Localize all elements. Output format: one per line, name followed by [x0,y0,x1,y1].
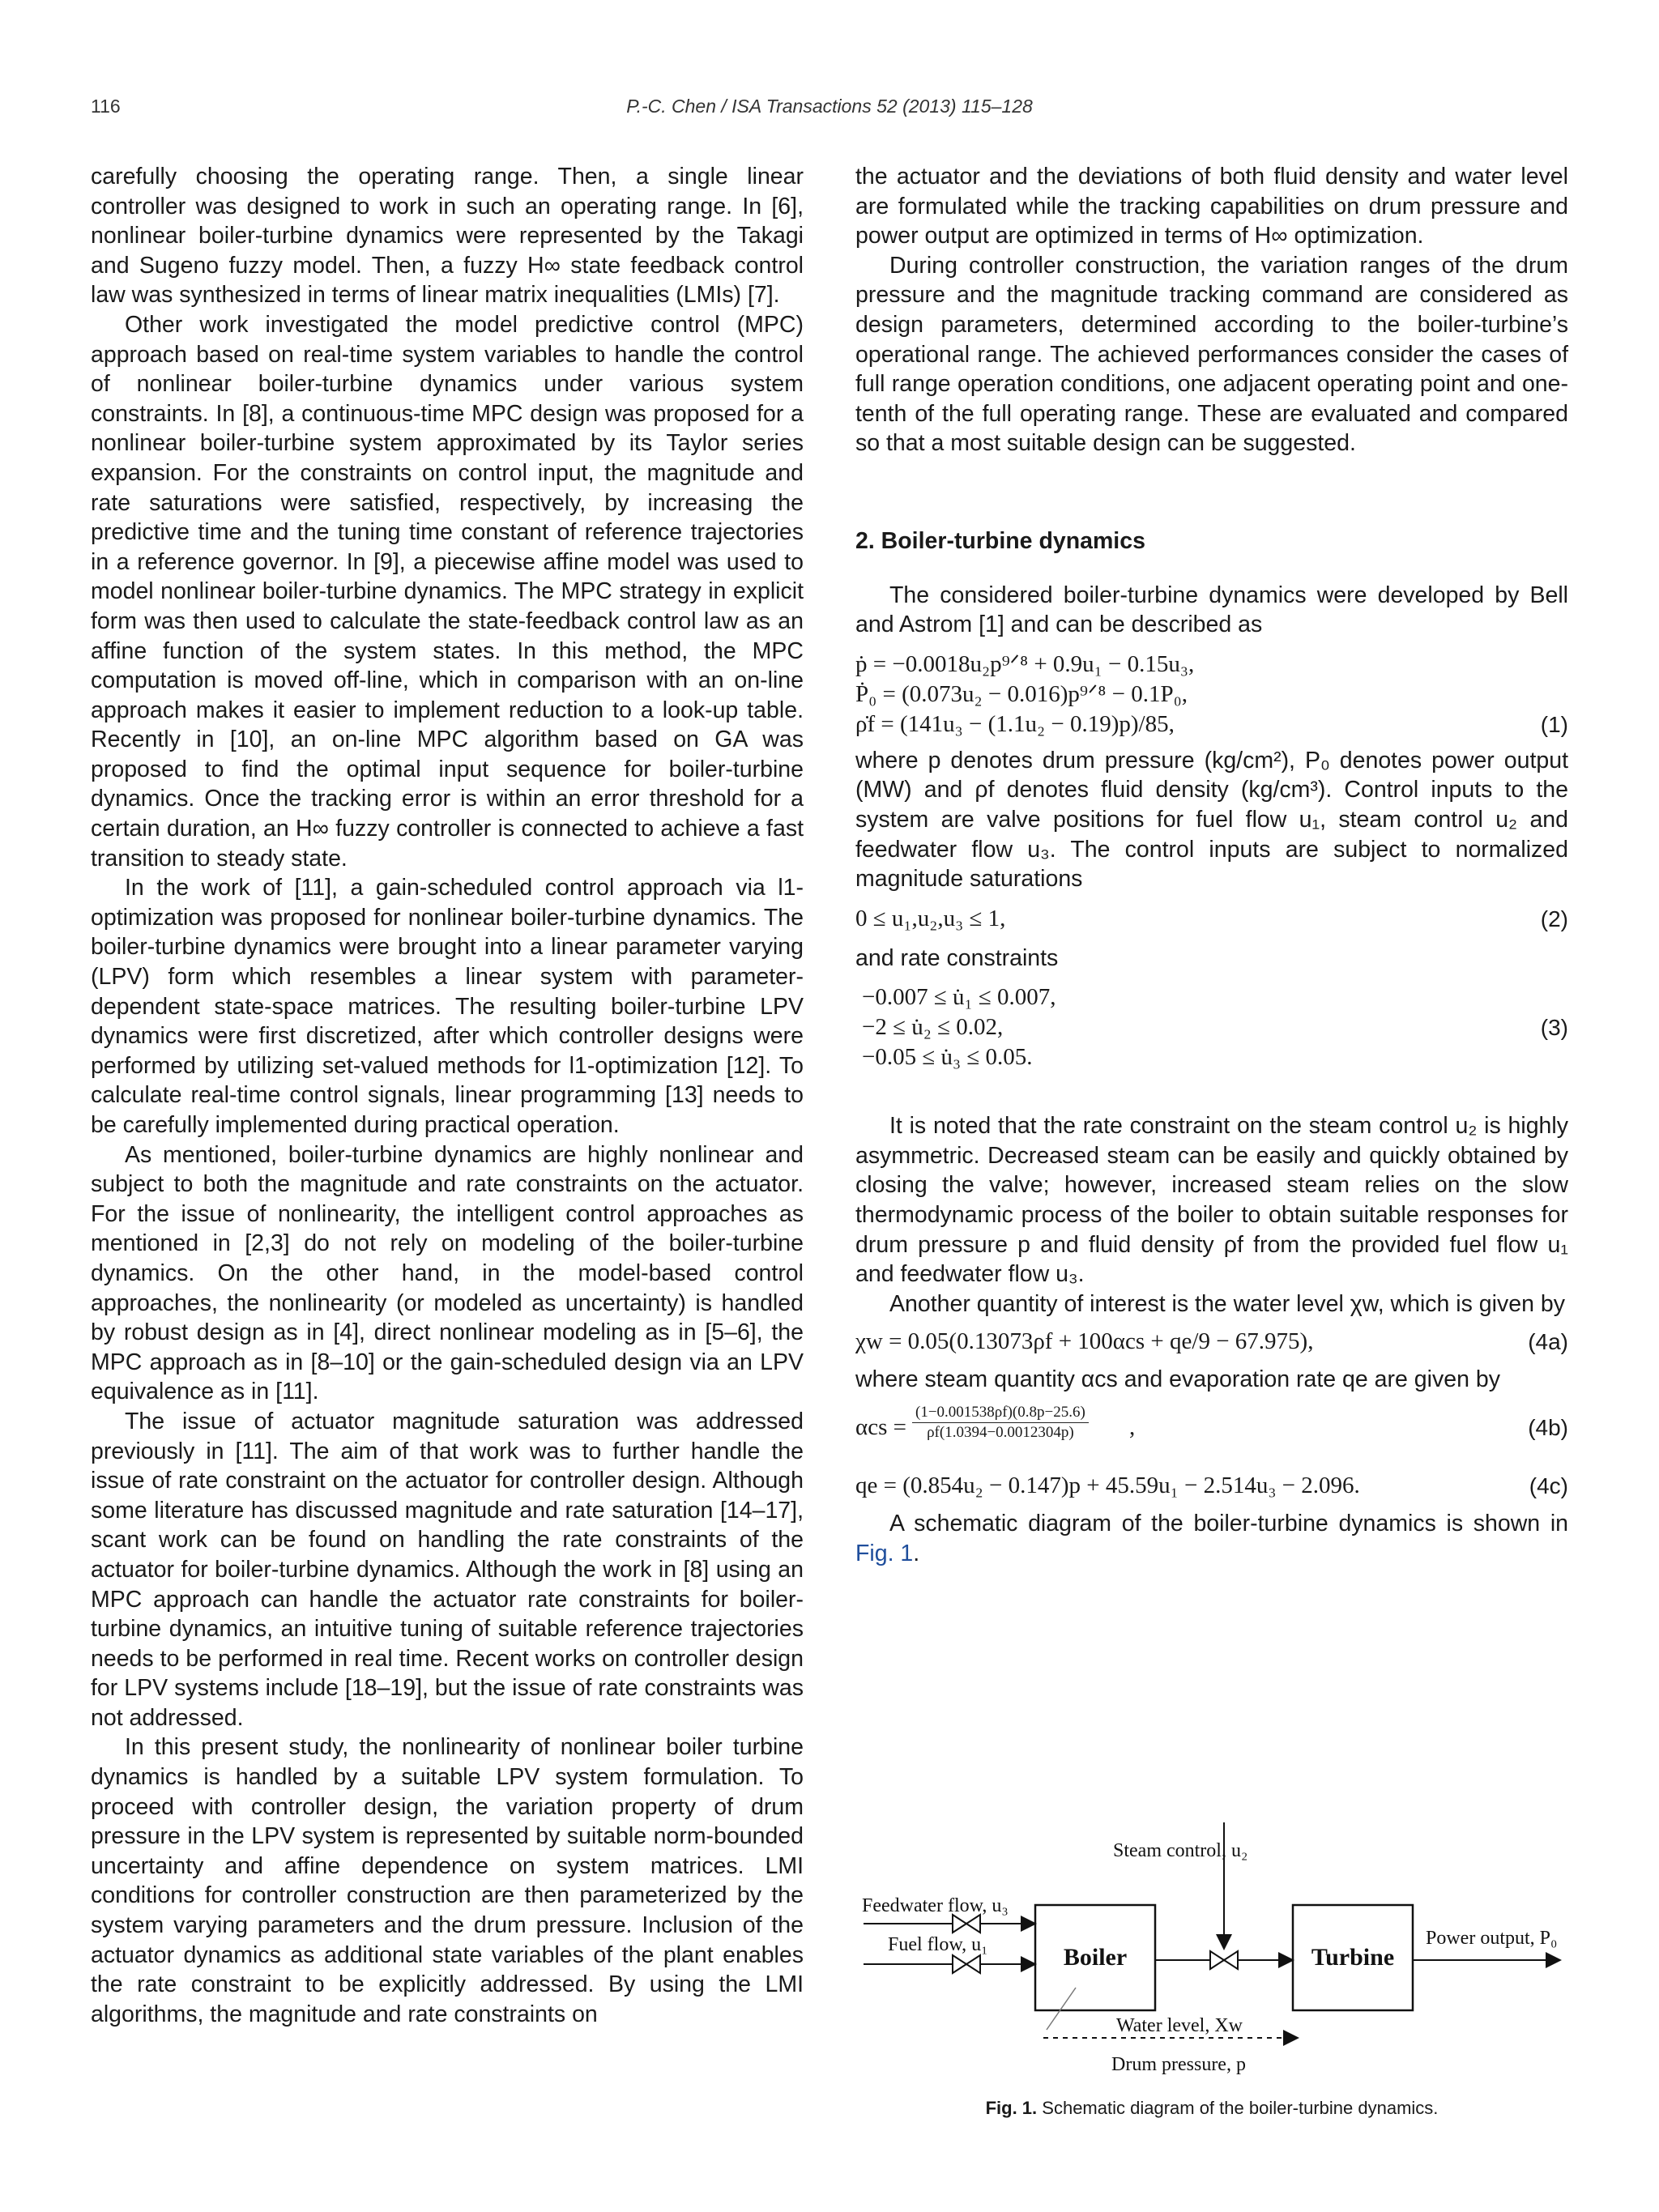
equation-4b-numerator: (1−0.001538ρf)(0.8p−25.6) [912,1403,1089,1423]
caption-text: Schematic diagram of the boiler-turbine dynamics. [1042,2098,1439,2118]
equation-4b-lhs: αcs = [855,1414,906,1441]
right-paragraph-7: Another quantity of interest is the water level χw, which is given by [889,1290,1565,1317]
turbine-label: Turbine [1311,1944,1395,1971]
equation-1 [855,650,1568,739]
section-heading: 2. Boiler-turbine dynamics [855,527,1145,554]
equation-4b [855,1403,1568,1453]
figure-caption [855,2098,1568,2119]
boiler-pointer [1047,1988,1076,2030]
right-paragraph-3: The considered boiler-turbine dynamics were developed by Bell and Astrom [1] and can be described as [855,582,1568,638]
period: . [913,1540,920,1566]
right-paragraph-2: During controller construction, the variation ranges of the drum pressure and the magnitude tracking command are considered as design parameters, determined according to the boiler-turbine’s operational range. The achieved performances consider the cases of full range operation conditions, one adjacent operating point and one-tenth of the full operating range. These are evaluated and compared so that a most suitable design can be suggested. [855,252,1568,457]
right-paragraph-1: the actuator and the deviations of both fluid density and water level are formulated while the tracking capabilities on drum pressure and power output are optimized in terms of H∞ optimization. [855,164,1568,249]
drum-pressure-label: Drum pressure, p [1111,2054,1246,2075]
equation-3 [862,982,1568,1072]
right-paragraph-6: It is noted that the rate constraint on the steam control u₂ is highly asymmetric. Decreased steam can be easily and quickly obtained by closing the valve; however, increased steam relies on the slow thermodynamic process of the boiler to obtain suitable responses for drum pressure p and fluid density ρf from the provided fuel flow u₁ and feedwater flow u₃. [855,1113,1568,1288]
equation-4c-number: (4c) [1529,1473,1568,1499]
equation-4b-fraction [912,1403,1089,1443]
equation-2-number: (2) [1540,906,1568,931]
steam-valve-icon [1210,1951,1238,1969]
journal-citation: P.-C. Chen / ISA Transactions 52 (2013) 115–128 [626,96,1033,117]
water-level-label: Water level, Xw [1116,2015,1243,2036]
equation-4a-body: χw = 0.05(0.13073ρf + 100αcs + qe/9 − 67.975), [855,1328,1314,1355]
equation-2 [855,904,1568,934]
left-paragraph-4: As mentioned, boiler-turbine dynamics are highly nonlinear and subject to both the magnitude and rate constraints on the actuator. For the issue of nonlinearity, the intelligent control approaches as mentioned in [2,3] do not rely on modeling of the boiler-turbine dynamics. On the other hand, in the model-based control approaches, the nonlinearity (or modeled as uncertainty) is handled by robust design as in [4], direct nonlinear modeling as in [5–6], the MPC approach as in [8–10] or the gain-scheduled design via an LPV equivalence as in [11]. [91,1141,804,1405]
equation-3-line-3: −0.05 ≤ u̇₃ ≤ 0.05. [862,1044,1033,1071]
left-paragraph-2: Other work investigated the model predictive control (MPC) approach based on real-time system variables to handle the control of nonlinear boiler-turbine dynamics under various system constraints. In [8], a continuous-time MPC design was proposed for a nonlinear boiler-turbine system approximated by its Taylor series expansion. For the constraints on control input, the magnitude and rate saturations were satisfied, respectively, by increasing the predictive time and the tuning time constant of reference trajectories in a reference governor. In [9], a piecewise affine model was used to model nonlinear boiler-turbine dynamics. The MPC strategy in explicit form was then used to calculate the state-feedback control law as an affine function of the system states. In this method, the MPC computation is moved off-line, which in comparison with an on-line approach makes it easier to implement reduction to a look-up table. Recently in [10], an on-line MPC algorithm based on GA was proposed to find the optimal input sequence for boiler-turbine dynamics. Once the tracking error is within an error threshold for a certain duration, an H∞ fuzzy controller is connected to achieve a fast transition to steady state. [91,311,804,872]
feedwater-valve-icon [953,1915,980,1933]
page-number: 116 [91,96,121,117]
steam-control-label: Steam control, u₂ [1113,1840,1248,1861]
equation-1-number: (1) [1540,711,1568,737]
right-paragraph-8: where steam quantity αcs and evaporation rate qe are given by [855,1366,1500,1393]
running-header [91,96,1568,128]
equation-4b-tail: , [1129,1414,1136,1441]
equation-3-line-1: −0.007 ≤ u̇₁ ≤ 0.007, [862,984,1056,1011]
equation-1-line-1: ṗ = −0.0018u₂p⁹ᐟ⁸ + 0.9u₁ − 0.15u₃, [855,650,1195,677]
figure-1 [855,1814,1568,2122]
right-paragraph-9 [855,1509,1568,1568]
equation-3-number: (3) [1540,1015,1568,1041]
left-paragraph-6: In this present study, the nonlinearity of nonlinear boiler turbine dynamics is handled by a suitable LPV system formulation. To proceed with controller design, the variation property of drum pressure in the LPV system is represented by suitable norm-bounded uncertainty and affine dependence on system matrices. LMI conditions for controller construction are then parameterized by the system varying parameters and the drum pressure. Inclusion of the actuator dynamics as additional state variables of the plant enables the rate constraint to be explicitly addressed. By using the LMI algorithms, the magnitude and rate constraints on [91,1734,804,2027]
power-output-label: Power output, P₀ [1426,1928,1558,1949]
fuel-label: Fuel flow, u₁ [888,1934,988,1955]
equation-4b-number: (4b) [1528,1415,1568,1441]
equation-4a-number: (4a) [1528,1329,1568,1355]
figure-reference-sentence: A schematic diagram of the boiler-turbine dynamics is shown in [889,1511,1568,1537]
right-paragraph-5: and rate constraints [855,944,1059,971]
equation-4c [855,1471,1568,1501]
equation-2-body: 0 ≤ u₁,u₂,u₃ ≤ 1, [855,905,1006,931]
equation-4c-body: qe = (0.854u₂ − 0.147)p + 45.59u₁ − 2.514u₃ − 2.096. [855,1473,1360,1499]
boiler-label: Boiler [1063,1944,1128,1971]
equation-1-line-2: Ṗ₀ = (0.073u₂ − 0.016)p⁹ᐟ⁸ − 0.1P₀, [855,680,1188,707]
left-paragraph-5: The issue of actuator magnitude saturation was addressed previously in [11]. The aim of that work was to further handle the issue of rate constraint on the actuator for controller design. Although some literature has discussed magnitude and rate saturation [14–17], scant work can be found on handling the rate constraints of the actuator for boiler-turbine dynamics. Although the work in [8] using an MPC approach can handle the actuator rate constraints for boiler-turbine dynamics, an intuitive tuning of suitable reference trajectories needs to be performed in real time. Recent works on controller design for LPV systems include [18–19], but the issue of rate constraints was not addressed. [91,1408,804,1731]
equation-4b-denominator: ρf(1.0394−0.0012304p) [927,1424,1074,1442]
left-paragraph-3: In the work of [11], a gain-scheduled control approach via l1-optimization was proposed for nonlinear boiler-turbine dynamics. The boiler-turbine dynamics were brought into a linear parameter varying (LPV) form which resembles a linear system with parameter-dependent state-space matrices. The resulting boiler-turbine LPV dynamics were first discretized, after which controller designs were performed by utilizing set-valued methods for l1-optimization [12]. To calculate real-time control signals, linear programming [13] needs to be carefully implemented during practical operation. [91,875,804,1138]
equation-1-line-3: ρ̇f = (141u₃ − (1.1u₂ − 0.19)p)/85, [855,710,1175,737]
schematic-diagram [855,1814,1568,2090]
right-paragraph-4: where p denotes drum pressure (kg/cm²), P₀ denotes power output (MW) and ρf denotes fluid density (kg/cm³). Control inputs to the system are valve positions for fuel flow u₁, steam control u₂ and feedwater flow u₃. The control inputs are subject to normalized magnitude saturations [855,747,1568,893]
equation-3-line-2: −2 ≤ u̇₂ ≤ 0.02, [862,1014,1004,1041]
feedwater-label: Feedwater flow, u₃ [862,1895,1009,1916]
caption-label: Fig. 1. [985,2098,1038,2118]
fuel-valve-icon [953,1955,980,1973]
equation-4a [855,1327,1568,1357]
left-paragraph-1: carefully choosing the operating range. Then, a single linear controller was designed to work in such an operating range. In [6], nonlinear boiler-turbine dynamics were represented by the Takagi and Sugeno fuzzy model. Then, a fuzzy H∞ state feedback control law was synthesized in terms of linear matrix inequalities (LMIs) [7]. [91,164,804,309]
left-column [91,162,804,2029]
right-column [855,162,1568,1568]
figure-link[interactable]: Fig. 1 [855,1540,914,1566]
